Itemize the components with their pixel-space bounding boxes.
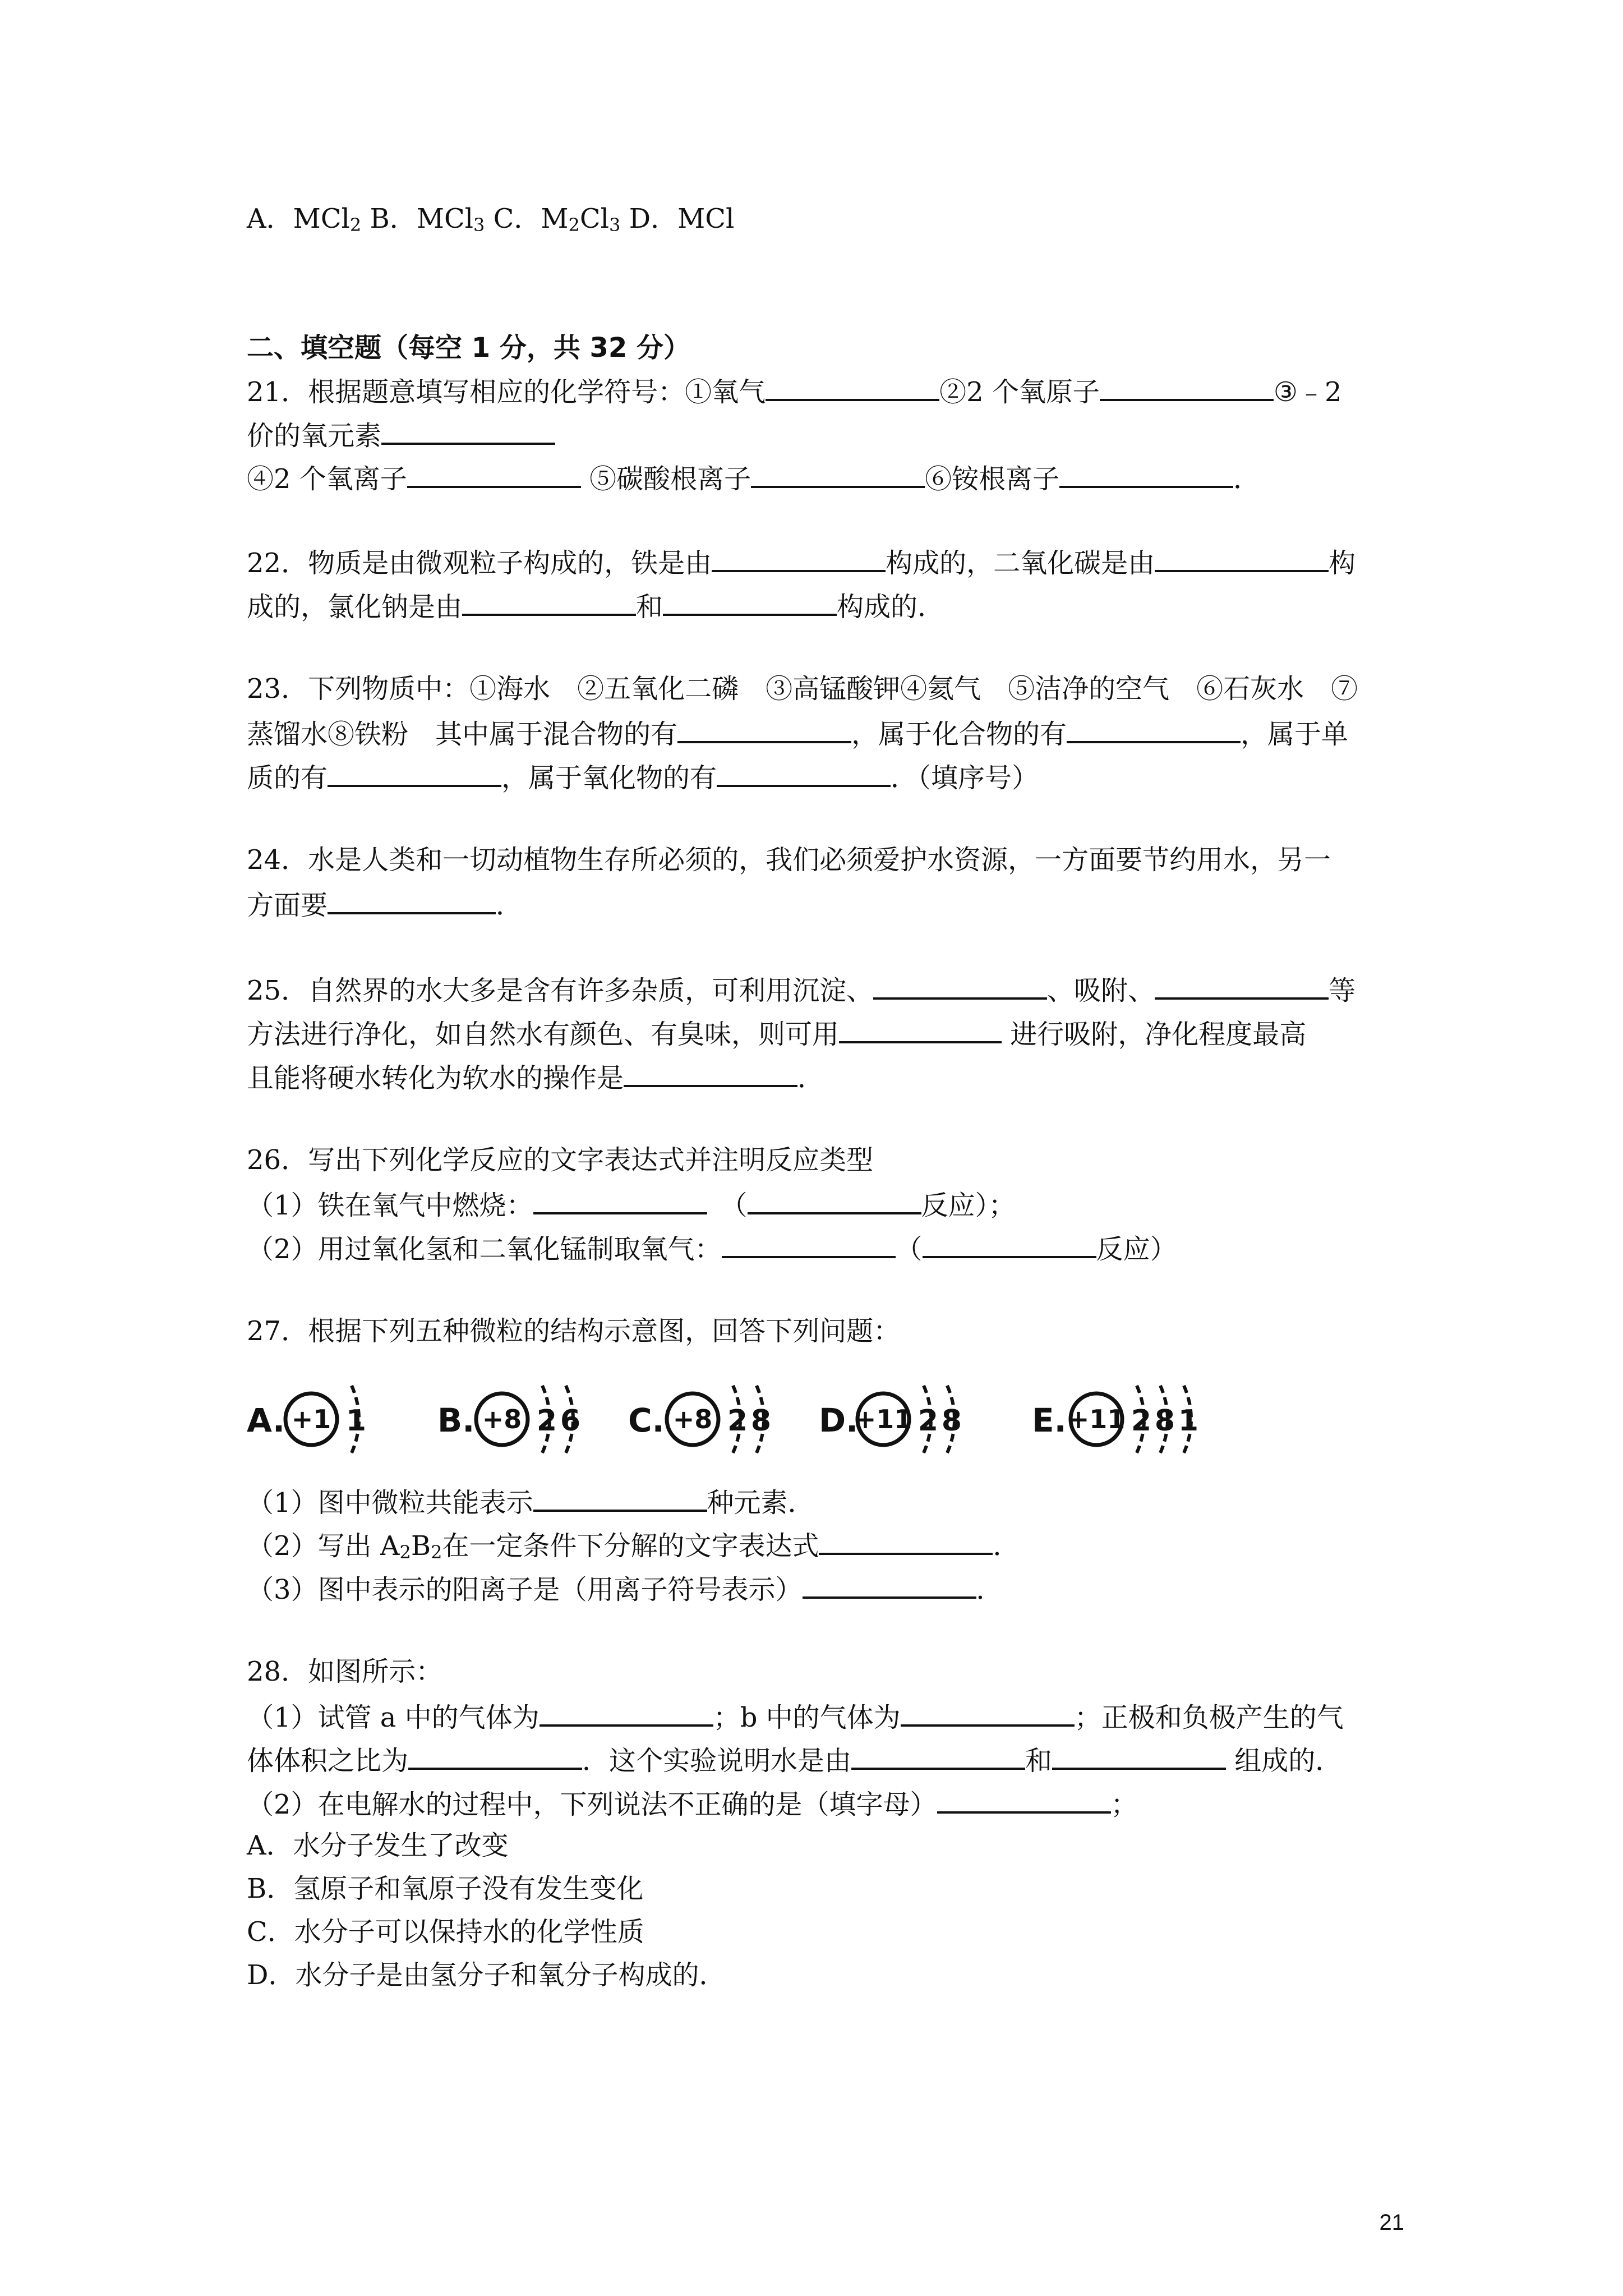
answer-blank[interactable] — [751, 460, 925, 488]
answer-blank[interactable] — [533, 1186, 707, 1214]
q23-line2: 蒸馏水⑧铁粉 其中属于混合物的有 ，属于化合物的有 ，属于单 — [247, 715, 1348, 751]
answer-blank[interactable] — [923, 1230, 1096, 1258]
answer-blank[interactable] — [1067, 715, 1241, 743]
answer-blank[interactable] — [663, 588, 837, 616]
atom-label: E. — [1032, 1401, 1067, 1439]
q27-item2: （2）写出 $A_2B_2$在一定条件下分解的文字表达式 ． — [247, 1527, 1020, 1563]
q21-line1: 21．根据题意填写相应的化学符号：①氧气 ②2 个氧原子 ③﹣2 — [247, 373, 1341, 409]
atom-label: A. — [247, 1401, 285, 1439]
atom-c — [628, 1386, 771, 1453]
q28-option-a: A．水分子发生了改变 — [247, 1830, 509, 1861]
q28-option-d: D．水分子是由氢分子和氧分子构成的． — [247, 1959, 726, 1991]
q27-title: 27．根据下列五种微粒的结构示意图，回答下列问题： — [247, 1315, 901, 1347]
answer-blank[interactable] — [407, 460, 581, 488]
answer-blank[interactable] — [873, 972, 1047, 1000]
q27-item3: （3）图中表示的阳离子是（用离子符号表示） ． — [247, 1571, 1003, 1607]
answer-blank[interactable] — [1100, 373, 1274, 401]
q28-option-c: C．水分子可以保持水的化学性质 — [247, 1916, 644, 1948]
shell-electron-count: 8 — [750, 1404, 772, 1438]
q23-line3: 质的有 ，属于氧化物的有 ．（填序号） — [247, 759, 1039, 795]
answer-blank[interactable] — [533, 1484, 707, 1512]
answer-blank[interactable] — [851, 1742, 1025, 1770]
answer-blank[interactable] — [1155, 544, 1329, 572]
answer-blank[interactable] — [712, 544, 886, 572]
q28-item1-line2: 体体积之比为 ．这个实验说明水是由 和 组成的． — [247, 1742, 1342, 1778]
answer-blank[interactable] — [937, 1786, 1111, 1814]
q20-options: A．MCl$_2$ B．MCl$_3$ C．$M_2Cl_3$ D．MCl — [247, 203, 735, 236]
q28-option-b: B．氢原子和氧原子没有发生变化 — [247, 1873, 644, 1904]
q28-item1-line1: （1）试管 a 中的气体为 ；b 中的气体为 ；正极和负极产生的气 — [247, 1699, 1344, 1734]
answer-blank[interactable] — [819, 1527, 993, 1555]
answer-blank[interactable] — [901, 1699, 1075, 1727]
answer-blank[interactable] — [722, 1230, 896, 1258]
q21-line3: ④2 个氧离子 ⑤碳酸根离子 ⑥铵根离子 ． — [247, 460, 1260, 496]
q25-line2: 方法进行净化，如自然水有颜色、有臭味，则可用 进行吸附，净化程度最高 — [247, 1015, 1306, 1051]
q28-title: 28．如图所示： — [247, 1656, 443, 1687]
atom-label: C. — [628, 1401, 665, 1439]
shell-electron-count: 8 — [941, 1404, 962, 1438]
answer-blank[interactable] — [624, 1059, 797, 1087]
q24-line1: 24．水是人类和一切动植物生存所必须的，我们必须爱护水资源，一方面要节约用水，另一 — [247, 844, 1331, 876]
q25-line3: 且能将硬水转化为软水的操作是 ． — [247, 1059, 824, 1095]
answer-blank[interactable] — [540, 1699, 713, 1727]
shell-electron-count: 2 — [917, 1404, 939, 1438]
atom-label: B. — [437, 1401, 475, 1439]
q27-item1: （1）图中微粒共能表示 种元素． — [247, 1484, 815, 1520]
shell-electron-count: 2 — [1131, 1404, 1152, 1438]
answer-blank[interactable] — [1059, 460, 1233, 488]
answer-blank[interactable] — [1052, 1742, 1226, 1770]
answer-blank[interactable] — [381, 417, 555, 445]
q28-item2: （2）在电解水的过程中，下列说法不正确的是（填字母） ； — [247, 1786, 1138, 1821]
answer-blank[interactable] — [839, 1015, 1002, 1043]
answer-blank[interactable] — [462, 588, 636, 616]
nucleus-charge: +8 — [672, 1404, 713, 1434]
nucleus-charge: +1 — [291, 1404, 331, 1434]
section-title: 二、填空题（每空 1 分，共 32 分） — [247, 332, 691, 364]
answer-blank[interactable] — [677, 715, 851, 743]
atom-label: D. — [819, 1401, 859, 1439]
answer-blank[interactable] — [328, 759, 501, 787]
answer-blank[interactable] — [717, 759, 891, 787]
q25-line1: 25．自然界的水大多是含有许多杂质，可利用沉淀、 、吸附、 等 — [247, 972, 1355, 1007]
q26-title: 26．写出下列化学反应的文字表达式并注明反应类型 — [247, 1144, 874, 1176]
atom-a — [247, 1386, 366, 1453]
shell-electron-count: 2 — [727, 1404, 748, 1438]
q22-line2: 成的，氯化钠是由 和 构成的． — [247, 588, 944, 624]
answer-blank[interactable] — [766, 373, 939, 401]
atom-structure-diagram — [247, 1363, 1234, 1475]
shell-electron-count: 6 — [560, 1404, 581, 1438]
page-number: 21 — [1379, 2210, 1404, 2235]
q26-item2: （2）用过氧化氢和二氧化锰制取氧气： （ 反应） — [247, 1230, 1177, 1266]
atom-d — [819, 1386, 962, 1453]
nucleus-charge: +11 — [854, 1404, 912, 1434]
shell-electron-count: 1 — [345, 1404, 367, 1438]
shell-electron-count: 2 — [536, 1404, 557, 1438]
nucleus-charge: +8 — [482, 1404, 522, 1434]
nucleus-charge: +11 — [1067, 1404, 1126, 1434]
answer-blank[interactable] — [803, 1571, 976, 1599]
q21-line2: 价的氧元素 — [247, 417, 555, 453]
atom-b — [437, 1386, 580, 1453]
q24-line2: 方面要 ． — [247, 886, 523, 922]
atom-e — [1032, 1386, 1198, 1453]
shell-electron-count: 1 — [1178, 1404, 1199, 1438]
answer-blank[interactable] — [748, 1186, 921, 1214]
shell-electron-count: 8 — [1154, 1404, 1175, 1438]
answer-blank[interactable] — [1155, 972, 1329, 1000]
answer-blank[interactable] — [408, 1742, 582, 1770]
q26-item1: （1）铁在氧气中燃烧： （ 反应）； — [247, 1186, 1016, 1222]
q23-line1: 23．下列物质中：①海水 ②五氧化二磷 ③高锰酸钾④氦气 ⑤洁净的空气 ⑥石灰水 ⑦ — [247, 673, 1358, 705]
q22-line1: 22．物质是由微观粒子构成的，铁是由 构成的，二氧化碳是由 构 — [247, 544, 1355, 580]
answer-blank[interactable] — [328, 886, 496, 914]
